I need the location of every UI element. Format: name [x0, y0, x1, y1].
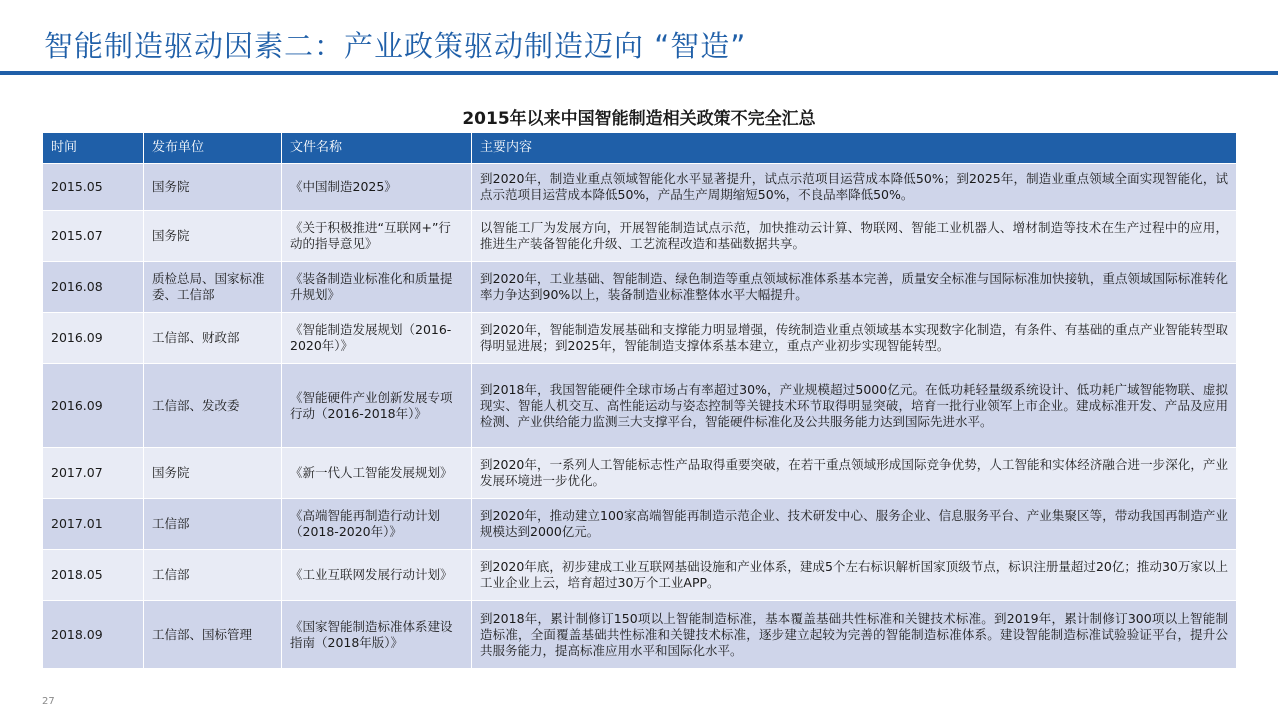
cell-content: 到2020年，推动建立100家高端智能再制造示范企业、技术研发中心、服务企业、信息服务平台、产业集聚区等，带动我国再制造产业规模达到2000亿元。: [472, 499, 1237, 550]
cell-publisher: 国务院: [144, 448, 282, 499]
cell-publisher: 工信部: [144, 550, 282, 601]
table-row: [43, 364, 1237, 448]
cell-document: 《智能硬件产业创新发展专项行动（2016-2018年）》: [282, 364, 472, 448]
cell-date: 2015.07: [43, 211, 144, 262]
header-document: 文件名称: [282, 133, 472, 164]
table-row: [43, 262, 1237, 313]
cell-date: 2018.05: [43, 550, 144, 601]
cell-content: 到2018年，累计制修订150项以上智能制造标准，基本覆盖基础共性标准和关键技术标准。到2019年，累计制修订300项以上智能制造标准，全面覆盖基础共性标准和关键技术标准，逐步建立起较为完善的智能制造标准体系。建设智能制造标准试验验证平台，提升公共服务能力，提高标准应用水平和国际化水平。: [472, 601, 1237, 669]
cell-content: 到2018年，我国智能硬件全球市场占有率超过30%，产业规模超过5000亿元。在低功耗轻量级系统设计、低功耗广域智能物联、虚拟现实、智能人机交互、高性能运动与姿态控制等关键技术环节取得明显突破，培育一批行业领军上市企业。建成标准开发、产品及应用检测、产业供给能力监测三大支撑平台，智能硬件标准化及公共服务能力达到国际先进水平。: [472, 364, 1237, 448]
cell-date: 2015.05: [43, 164, 144, 211]
cell-document: 《国家智能制造标准体系建设指南（2018年版）》: [282, 601, 472, 669]
table-row: [43, 164, 1237, 211]
cell-document: 《工业互联网发展行动计划》: [282, 550, 472, 601]
header-publisher: 发布单位: [144, 133, 282, 164]
cell-document: 《关于积极推进“互联网+”行动的指导意见》: [282, 211, 472, 262]
cell-publisher: 国务院: [144, 211, 282, 262]
table-row: [43, 448, 1237, 499]
cell-date: 2016.09: [43, 364, 144, 448]
title-divider: [0, 71, 1278, 75]
cell-document: 《高端智能再制造行动计划（2018-2020年）》: [282, 499, 472, 550]
cell-date: 2016.09: [43, 313, 144, 364]
header-content: 主要内容: [472, 133, 1237, 164]
table-row: [43, 601, 1237, 669]
cell-publisher: 质检总局、国家标准委、工信部: [144, 262, 282, 313]
table-row: [43, 550, 1237, 601]
cell-date: 2017.01: [43, 499, 144, 550]
page-number: 27: [42, 696, 55, 707]
cell-date: 2017.07: [43, 448, 144, 499]
cell-document: 《新一代人工智能发展规划》: [282, 448, 472, 499]
table-caption: 2015年以来中国智能制造相关政策不完全汇总: [462, 109, 816, 129]
cell-publisher: 工信部: [144, 499, 282, 550]
cell-document: 《装备制造业标准化和质量提升规划》: [282, 262, 472, 313]
cell-content: 以智能工厂为发展方向，开展智能制造试点示范，加快推动云计算、物联网、智能工业机器人、增材制造等技术在生产过程中的应用，推进生产装备智能化升级、工艺流程改造和基础数据共享。: [472, 211, 1237, 262]
table-row: [43, 211, 1237, 262]
cell-document: 《智能制造发展规划（2016-2020年）》: [282, 313, 472, 364]
cell-date: 2018.09: [43, 601, 144, 669]
header-date: 时间: [43, 133, 144, 164]
cell-content: 到2020年，制造业重点领域智能化水平显著提升，试点示范项目运营成本降低50%；到2025年，制造业重点领域全面实现智能化，试点示范项目运营成本降低50%，产品生产周期缩短50%，不良品率降低50%。: [472, 164, 1237, 211]
cell-date: 2016.08: [43, 262, 144, 313]
cell-document: 《中国制造2025》: [282, 164, 472, 211]
cell-publisher: 工信部、国标管理: [144, 601, 282, 669]
cell-content: 到2020年，智能制造发展基础和支撑能力明显增强，传统制造业重点领域基本实现数字化制造，有条件、有基础的重点产业智能转型取得明显进展；到2025年，智能制造支撑体系基本建立，重点产业初步实现智能转型。: [472, 313, 1237, 364]
cell-content: 到2020年，一系列人工智能标志性产品取得重要突破，在若干重点领域形成国际竞争优势，人工智能和实体经济融合进一步深化，产业发展环境进一步优化。: [472, 448, 1237, 499]
table-header-row: [43, 133, 1237, 164]
cell-content: 到2020年底，初步建成工业互联网基础设施和产业体系，建成5个左右标识解析国家顶级节点，标识注册量超过20亿；推动30万家以上工业企业上云，培育超过30万个工业APP。: [472, 550, 1237, 601]
cell-publisher: 工信部、发改委: [144, 364, 282, 448]
slide-title: 智能制造驱动因素二：产业政策驱动制造迈向 “智造”: [44, 29, 747, 63]
table-row: [43, 313, 1237, 364]
policy-table: [42, 132, 1237, 669]
cell-content: 到2020年，工业基础、智能制造、绿色制造等重点领域标准体系基本完善，质量安全标准与国际标准加快接轨，重点领域国际标准转化率力争达到90%以上，装备制造业标准整体水平大幅提升。: [472, 262, 1237, 313]
cell-publisher: 国务院: [144, 164, 282, 211]
cell-publisher: 工信部、财政部: [144, 313, 282, 364]
table-row: [43, 499, 1237, 550]
